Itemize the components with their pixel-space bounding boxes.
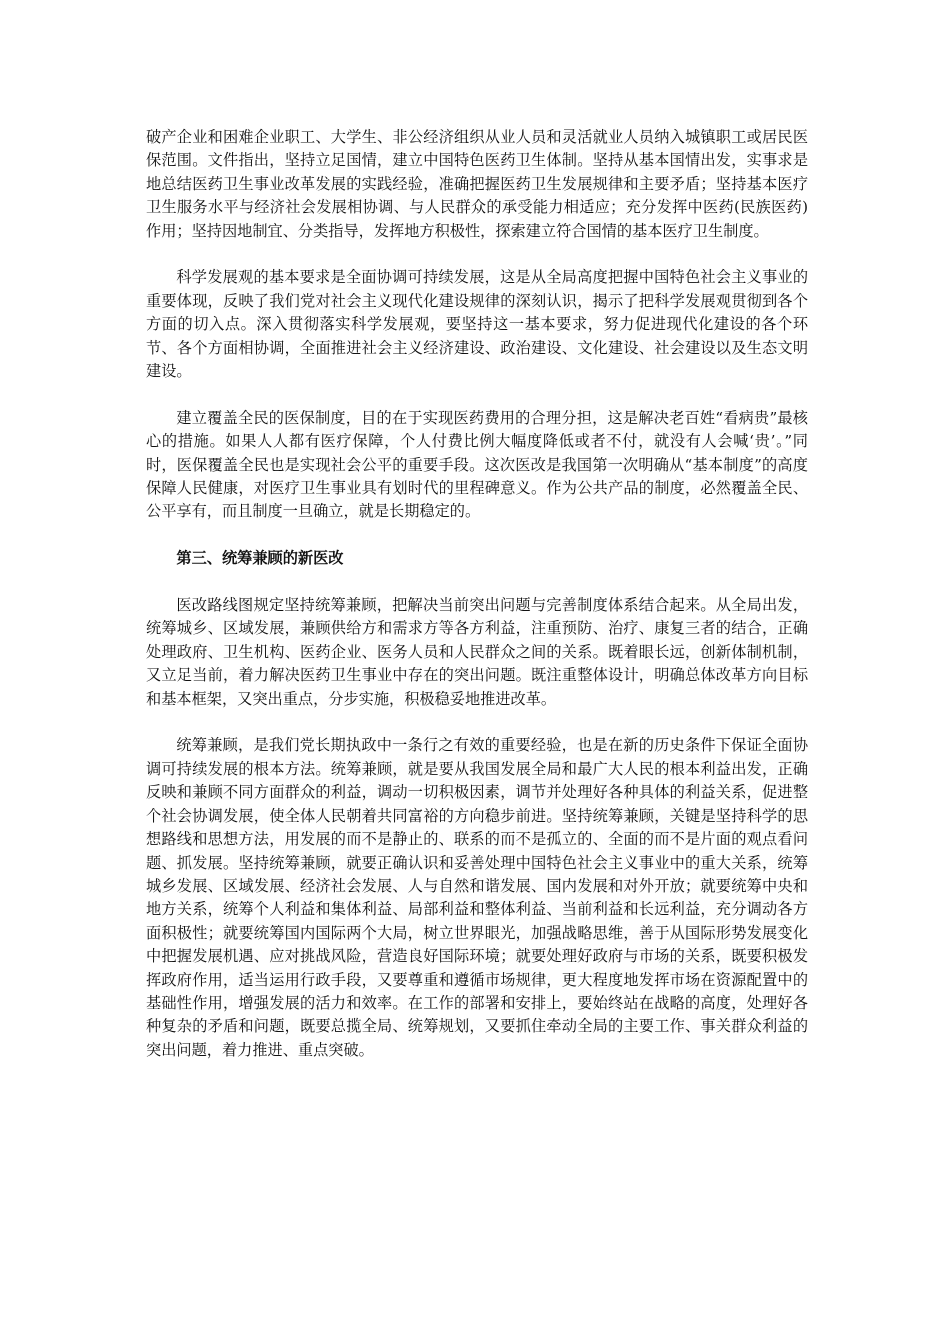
section-heading: 第三、统筹兼顾的新医改 — [176, 549, 344, 568]
paragraph-universal-insurance: 建立覆盖全民的医保制度，目的在于实现医药费用的合理分担，这是解决老百姓“看病贵”最核心的措施。如果人人都有医疗保障，个人付费比例大幅度降低或者不付，就没有人会喊‘贵’。”同时，医保覆盖全民也是实现社会公平的重要手段。这次医改是我国第一次明确从“基本制度”的高度保障人民健康，对医疗卫生事业具有划时代的里程碑意义。作为公共产品的制度，必然覆盖全民、公平享有，而且制度一旦确立，就是长期稳定的。 — [146, 408, 808, 521]
paragraph-continued: 破产企业和困难企业职工、大学生、非公经济组织从业人员和灵活就业人员纳入城镇职工或居民医保范围。文件指出，坚持立足国情，建立中国特色医药卫生体制。坚持从基本国情出发，实事求是地总结医药卫生事业改革发展的实践经验，准确把握医药卫生发展规律和主要矛盾；坚持基本医疗卫生服务水平与经济社会发展相协调、与人民群众的承受能力相适应；充分发挥中医药(民族医药)作用；坚持因地制宜、分类指导，发挥地方积极性，探索建立符合国情的基本医疗卫生制度。 — [146, 128, 808, 240]
document-body — [146, 126, 808, 1086]
paragraph-scientific-development: 科学发展观的基本要求是全面协调可持续发展，这是从全局高度把握中国特色社会主义事业的重要体现，反映了我们党对社会主义现代化建设规律的深刻认识，揭示了把科学发展观贯彻到各个方面的切入点。深入贯彻落实科学发展观，要坚持这一基本要求，努力促进现代化建设的各个环节、各个方面相协调，全面推进社会主义经济建设、政治建设、文化建设、社会建设以及生态文明建设。 — [146, 268, 808, 381]
paragraph-roadmap: 医改路线图规定坚持统筹兼顾，把解决当前突出问题与完善制度体系结合起来。从全局出发，统筹城乡、区域发展，兼顾供给方和需求方等各方利益，注重预防、治疗、康复三者的结合，正确处理政府、卫生机构、医药企业、医务人员和人民群众之间的关系。既着眼长远，创新体制机制，又立足当前，着力解决医药卫生事业中存在的突出问题。既注重整体设计，明确总体改革方向目标和基本框架，又突出重点，分步实施，积极稳妥地推进改革。 — [146, 596, 808, 708]
paragraph-overall-planning: 统筹兼顾，是我们党长期执政中一条行之有效的重要经验，也是在新的历史条件下保证全面协调可持续发展的根本方法。统筹兼顾，就是要从我国发展全局和最广大人民的根本利益出发，正确反映和兼顾不同方面群众的利益，调动一切积极因素，调节并处理好各种具体的利益关系，促进整个社会协调发展，使全体人民朝着共同富裕的方向稳步前进。坚持统筹兼顾，关键是坚持科学的思想路线和思想方法，用发展的而不是静止的、联系的而不是孤立的、全面的而不是片面的观点看问题、抓发展。坚持统筹兼顾，就要正确认识和妥善处理中国特色社会主义事业中的重大关系，统筹城乡发展、区域发展、经济社会发展、人与自然和谐发展、国内发展和对外开放；就要统筹中央和地方关系，统筹个人利益和集体利益、局部利益和整体利益、当前利益和长远利益，充分调动各方面积极性；就要统筹国内国际两个大局，树立世界眼光，加强战略思维，善于从国际形势发展变化中把握发展机遇、应对挑战风险，营造良好国际环境；就要处理好政府与市场的关系，既要积极发挥政府作用，适当运用行政手段，又要尊重和遵循市场规律，更大程度地发挥市场在资源配置中的基础性作用，增强发展的活力和效率。在工作的部署和安排上，要始终站在战略的高度，处理好各种复杂的矛盾和问题，既要总揽全局、统筹规划，又要抓住牵动全局的主要工作、事关群众利益的突出问题，着力推进、重点突破。 — [146, 736, 808, 1059]
